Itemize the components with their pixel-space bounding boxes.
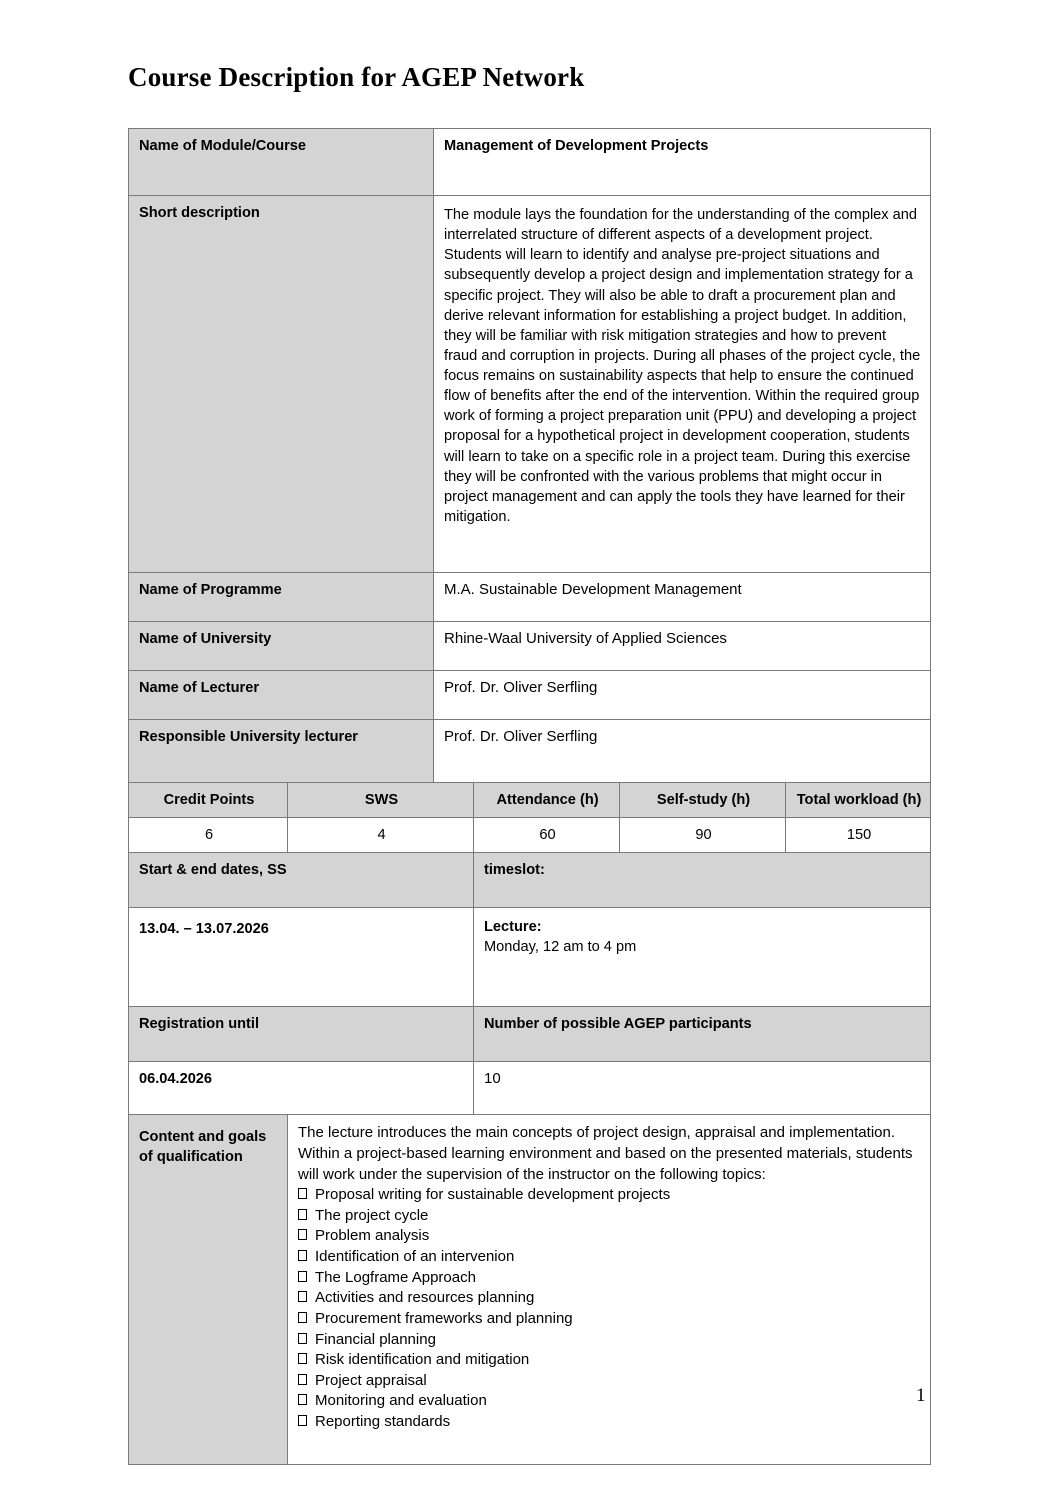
table-row-dates-header xyxy=(129,853,931,908)
topic-label: Procurement frameworks and planning xyxy=(315,1309,573,1327)
empty-box-bullet-icon xyxy=(298,1333,307,1344)
header-self-study: Self-study (h) xyxy=(620,783,786,818)
empty-box-bullet-icon xyxy=(298,1229,307,1240)
empty-box-bullet-icon xyxy=(298,1312,307,1323)
label-responsible-lecturer: Responsible University lecturer xyxy=(129,720,434,783)
list-item xyxy=(298,1412,922,1433)
value-registration-until: 06.04.2026 xyxy=(129,1062,474,1115)
table-row-lecturer xyxy=(129,671,931,720)
value-start-end-dates: 13.04. – 13.07.2026 xyxy=(129,908,474,1007)
label-university: Name of University xyxy=(129,622,434,671)
value-self-study: 90 xyxy=(620,818,786,853)
label-content-goals: Content and goals of qualification xyxy=(129,1115,288,1465)
table-row-workload-values xyxy=(129,818,931,853)
table-row-short-description xyxy=(129,196,931,573)
list-item xyxy=(298,1247,922,1268)
table-row-content-goals xyxy=(129,1115,931,1465)
label-agep-participants: Number of possible AGEP participants xyxy=(474,1007,931,1062)
topic-label: Risk identification and mitigation xyxy=(315,1351,530,1369)
value-sws: 4 xyxy=(288,818,474,853)
table-row-workload-headers xyxy=(129,783,931,818)
label-timeslot: timeslot: xyxy=(474,853,931,908)
list-item xyxy=(298,1371,922,1392)
value-credit-points: 6 xyxy=(129,818,288,853)
list-item xyxy=(298,1268,922,1289)
empty-box-bullet-icon xyxy=(298,1394,307,1405)
list-item xyxy=(298,1206,922,1227)
list-item xyxy=(298,1391,922,1412)
table-row-responsible-lecturer xyxy=(129,720,931,783)
label-module-name: Name of Module/Course xyxy=(129,129,434,196)
list-item xyxy=(298,1226,922,1247)
table-row-university xyxy=(129,622,931,671)
topic-label: Problem analysis xyxy=(315,1227,430,1245)
empty-box-bullet-icon xyxy=(298,1250,307,1261)
label-start-end-dates: Start & end dates, SS xyxy=(129,853,474,908)
table-row-programme xyxy=(129,573,931,622)
topic-label: Reporting standards xyxy=(315,1413,451,1430)
header-attendance: Attendance (h) xyxy=(474,783,620,818)
value-content-goals xyxy=(288,1115,931,1465)
topic-label: Identification of an intervenion xyxy=(315,1248,515,1265)
value-university: Rhine-Waal University of Applied Sciences xyxy=(434,622,931,671)
empty-box-bullet-icon xyxy=(298,1209,307,1220)
value-responsible-lecturer: Prof. Dr. Oliver Serfling xyxy=(434,720,931,783)
content-intro-text: The lecture introduces the main concepts of project design, appraisal and implementation. Within a project-based learning environment and based on the presented materials, students will work under the supervision of the instructor on the following topics: xyxy=(298,1124,913,1183)
topics-list xyxy=(298,1185,922,1433)
value-programme: M.A. Sustainable Development Management xyxy=(434,573,931,622)
topic-label: The project cycle xyxy=(315,1206,429,1224)
value-agep-participants: 10 xyxy=(474,1062,931,1115)
value-short-description: The module lays the foundation for the understanding of the complex and interrelated structure of different aspects of a development project. Students will learn to identify and analyse pre-project situations and subsequently develop a project design and implementation strategy for a specific project. They will also be able to draft a procurement plan and derive relevant information for establishing a project budget. In addition, they will be familiar with risk mitigation strategies and how to prevent fraud and corruption in projects. During all phases of the project cycle, the focus remains on sustainability aspects that help to ensure the continued flow of benefits after the end of the intervention. Within the required group work of forming a project preparation unit (PPU) and developing a project proposal for a hypothetical project in development cooperation, students will learn to take on a specific role in a project team. During this exercise they will be confronted with the various problems that might occur in project management and can apply the tools they have learned for their mitigation. xyxy=(434,196,931,573)
table-row-registration-header xyxy=(129,1007,931,1062)
list-item xyxy=(298,1185,922,1206)
label-short-description: Short description xyxy=(129,196,434,573)
topic-label: Monitoring and evaluation xyxy=(315,1392,487,1410)
table-row-dates-value xyxy=(129,908,931,1007)
timeslot-detail: Monday, 12 am to 4 pm xyxy=(484,939,637,956)
value-module-name: Management of Development Projects xyxy=(434,129,931,196)
timeslot-heading: Lecture: xyxy=(484,919,542,936)
empty-box-bullet-icon xyxy=(298,1374,307,1385)
topic-label: Activities and resources planning xyxy=(315,1289,535,1307)
empty-box-bullet-icon xyxy=(298,1353,307,1364)
topic-label: Financial planning xyxy=(315,1330,436,1348)
label-lecturer: Name of Lecturer xyxy=(129,671,434,720)
topic-label: The Logframe Approach xyxy=(315,1268,476,1286)
list-item xyxy=(298,1330,922,1351)
page-number: 1 xyxy=(916,1385,926,1406)
course-description-table xyxy=(128,128,931,1465)
label-programme: Name of Programme xyxy=(129,573,434,622)
table-row-module-name xyxy=(129,129,931,196)
page-title: Course Description for AGEP Network xyxy=(128,62,585,92)
header-sws: SWS xyxy=(288,783,474,818)
empty-box-bullet-icon xyxy=(298,1291,307,1302)
table-row-registration-value xyxy=(129,1062,931,1115)
empty-box-bullet-icon xyxy=(298,1271,307,1282)
value-attendance: 60 xyxy=(474,818,620,853)
header-credit-points: Credit Points xyxy=(129,783,288,818)
empty-box-bullet-icon xyxy=(298,1415,307,1426)
value-total-workload: 150 xyxy=(786,818,931,853)
list-item xyxy=(298,1309,922,1330)
label-registration-until: Registration until xyxy=(129,1007,474,1062)
topic-label: Project appraisal xyxy=(315,1371,427,1389)
header-total-workload: Total workload (h) xyxy=(786,783,931,818)
value-lecturer: Prof. Dr. Oliver Serfling xyxy=(434,671,931,720)
value-timeslot xyxy=(474,908,931,1007)
list-item xyxy=(298,1350,922,1371)
topic-label: Proposal writing for sustainable development projects xyxy=(315,1186,671,1204)
list-item xyxy=(298,1288,922,1309)
empty-box-bullet-icon xyxy=(298,1188,307,1199)
